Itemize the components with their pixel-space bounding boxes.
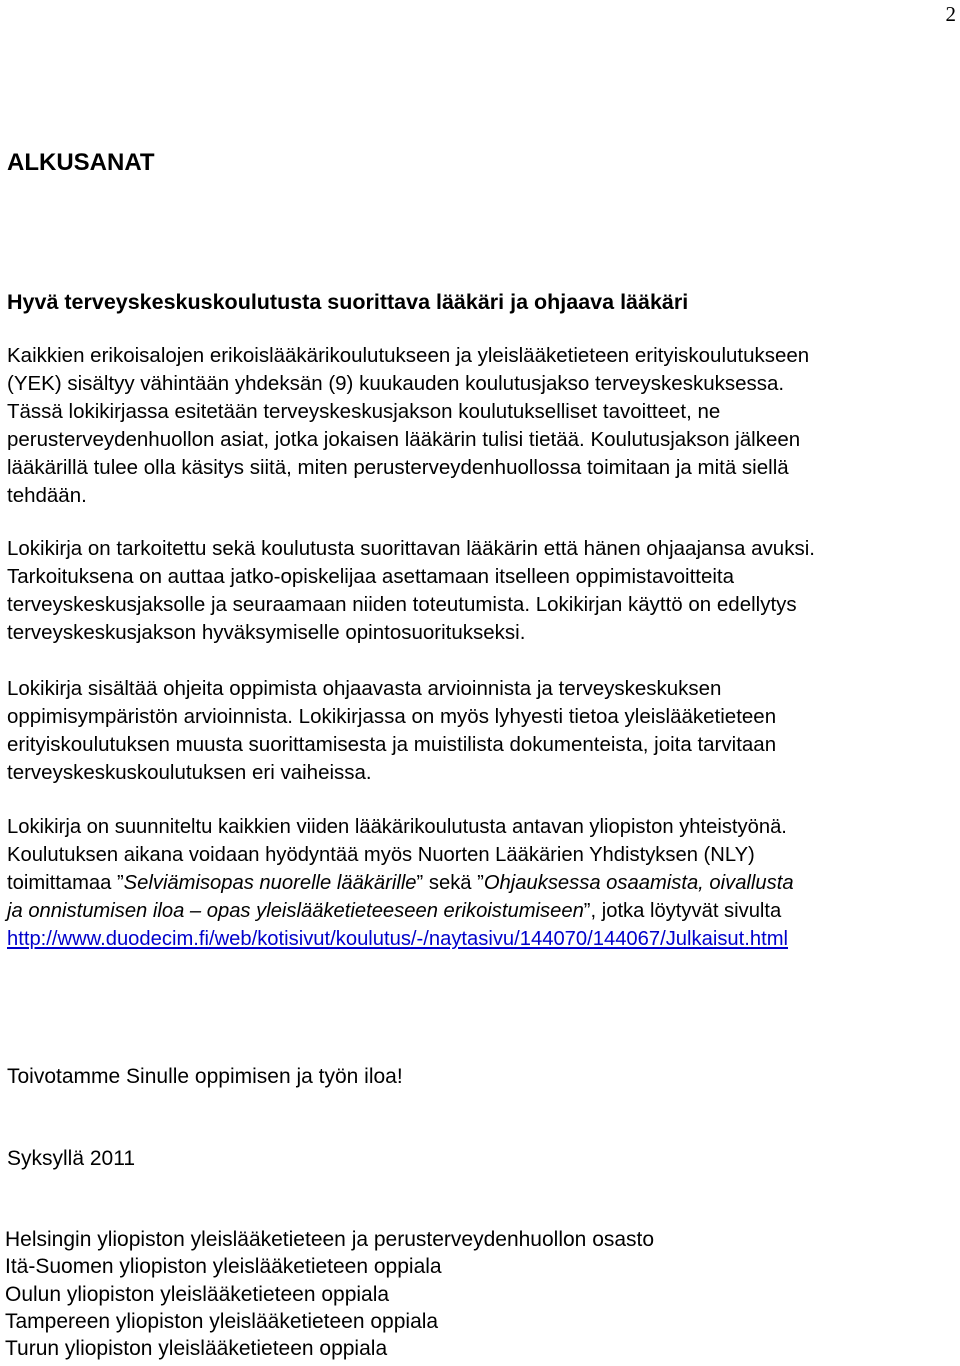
paragraph-line: terveyskeskuskoulutuksen eri vaiheissa. xyxy=(7,761,372,784)
section-title: Hyvä terveyskeskuskoulutusta suorittava lääkäri ja ohjaava lääkäri xyxy=(7,290,689,314)
paragraph-contents xyxy=(7,675,957,787)
date-line: Syksyllä 2011 xyxy=(7,1147,136,1170)
paragraph-line: Tarkoituksena on auttaa jatko-opiskelijaa asettamaan itselleen oppimistavoitteita xyxy=(7,565,735,588)
institution-item: Itä-Suomen yliopiston yleislääketieteen oppiala xyxy=(5,1255,442,1279)
publication-title-guidance-part-2: ja onnistumisen iloa – opas yleislääketieteeseen erikoistumiseen xyxy=(7,900,584,922)
text-fragment: ” sekä ” xyxy=(416,872,484,894)
institution-list xyxy=(5,1226,654,1362)
paragraph-line xyxy=(7,897,957,925)
paragraph-line: Lokikirja on suunniteltu kaikkien viiden lääkärikoulutusta antavan yliopiston yhteistyönä. xyxy=(7,816,787,838)
text-fragment: toimittamaa ” xyxy=(7,872,124,894)
paragraph-line: perusterveydenhuollon asiat, jotka jokaisen lääkärin tulisi tietää. Koulutusjakson jälkeen xyxy=(7,428,801,451)
paragraph-line: oppimisympäristön arvioinnista. Lokikirjassa on myös lyhyesti tietoa yleislääketieteen xyxy=(7,705,777,728)
paragraph-line: Kaikkien erikoisalojen erikoislääkärikoulutukseen ja yleislääketieteen erityiskoulutukseen xyxy=(7,344,810,367)
paragraph-line: erityiskoulutuksen muusta suorittamisesta ja muistilista dokumenteista, joita tarvitaan xyxy=(7,733,777,756)
page-title: ALKUSANAT xyxy=(7,149,155,176)
paragraph-line: Lokikirja on tarkoitettu sekä koulutusta suorittavan lääkärin että hänen ohjaajansa avuksi. xyxy=(7,537,815,560)
publication-title-guidance-part-1: Ohjauksessa osaamista, oivallusta xyxy=(483,872,794,894)
paragraph-line xyxy=(7,925,957,953)
paragraph-line: Lokikirja sisältää ohjeita oppimista ohjaavasta arvioinnista ja terveyskeskuksen xyxy=(7,677,722,700)
institution-item: Oulun yliopiston yleislääketieteen oppiala xyxy=(5,1282,390,1306)
publication-title-survival-guide: Selviämisopas nuorelle lääkärille xyxy=(123,872,417,894)
institution-item: Helsingin yliopiston yleislääketieteen ja perusterveydenhuollon osasto xyxy=(5,1228,655,1251)
text-fragment: ”, jotka löytyvät sivulta xyxy=(583,900,782,922)
institution-item: Turun yliopiston yleislääketieteen oppiala xyxy=(5,1337,388,1361)
paragraph-line: terveyskeskusjakson hyväksymiselle opintosuoritukseksi. xyxy=(7,621,526,644)
paragraph-line: lääkärillä tulee olla käsitys siitä, miten perusterveydenhuollossa toimitaan ja mitä siellä xyxy=(7,456,789,479)
institution-item: Tampereen yliopiston yleislääketieteen oppiala xyxy=(5,1309,439,1333)
closing-wish: Toivotamme Sinulle oppimisen ja työn iloa! xyxy=(7,1065,403,1088)
page-number: 2 xyxy=(945,2,956,26)
paragraph-line: (YEK) sisältyy vähintään yhdeksän (9) kuukauden koulutusjakso terveyskeskuksessa. xyxy=(7,372,785,395)
paragraph-line: terveyskeskusjaksolle ja seuraamaan niiden toteutumista. Lokikirjan käyttö on edellytys xyxy=(7,593,797,616)
duodecim-link[interactable]: http://www.duodecim.fi/web/kotisivut/koulutus/-/naytasivu/144070/144067/Julkaisut.html xyxy=(7,928,789,950)
paragraph-line: Koulutuksen aikana voidaan hyödyntää myös Nuorten Lääkärien Yhdistyksen (NLY) xyxy=(7,844,755,866)
paragraph-line: tehdään. xyxy=(7,484,87,507)
paragraph-purpose xyxy=(7,535,957,647)
paragraph-intro xyxy=(7,342,957,510)
paragraph-cooperation xyxy=(7,813,957,953)
paragraph-line xyxy=(7,869,957,897)
paragraph-line: Tässä lokikirjassa esitetään terveyskeskusjakson koulutukselliset tavoitteet, ne xyxy=(7,400,721,423)
